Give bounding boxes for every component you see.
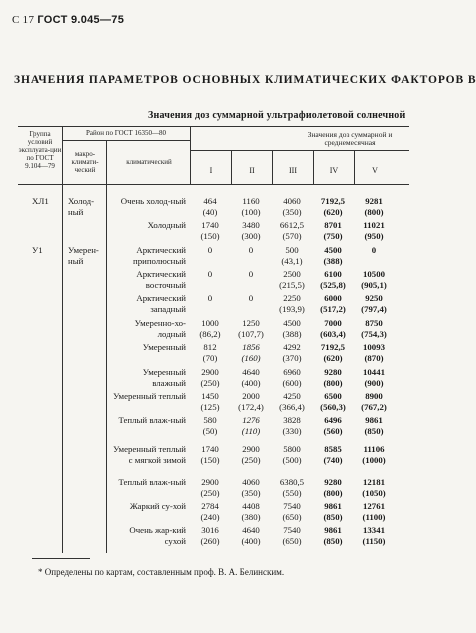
cell-monthly: (1050) <box>362 488 386 498</box>
cell-value: 11021 <box>363 220 385 230</box>
header-col-1: I <box>209 166 213 175</box>
row-climate: Жаркий су-хой <box>129 501 186 511</box>
cell-value: 4640 <box>242 367 260 377</box>
cell-value: 1160 <box>242 196 260 206</box>
cell-value: 12181 <box>363 477 385 487</box>
cell-value: 6100 <box>324 269 342 279</box>
cell-monthly: (250) <box>241 455 261 465</box>
cell-value: 0 <box>207 293 213 303</box>
cell-value: 1856 <box>242 342 260 352</box>
cell-value: 9280 <box>324 477 342 487</box>
page-number: С 17 <box>12 14 35 26</box>
cell-value: 4250 <box>283 391 301 401</box>
cell-monthly: (750) <box>323 231 343 241</box>
cell-monthly: (400) <box>241 378 261 388</box>
cell-value: 4500 <box>283 318 301 328</box>
cell-monthly: (400) <box>241 536 261 546</box>
cell-value: 7192,5 <box>320 342 346 352</box>
cell-value: 4292 <box>283 342 301 352</box>
cell-value: 11106 <box>363 444 385 454</box>
row-climate: Очень холод-ный <box>120 196 186 206</box>
cell-value: 6000 <box>324 293 342 303</box>
col-divider-1 <box>62 126 63 553</box>
table-caption: Значения доз суммарной ультрафиолетовой солнечной <box>148 110 406 121</box>
cell-monthly: (560,3) <box>320 402 346 412</box>
cell-value: 5800 <box>283 444 301 454</box>
header-col-3: III <box>289 166 297 175</box>
col-divider-3 <box>190 126 191 184</box>
cell-monthly: (388) <box>282 329 302 339</box>
header-values: Значения доз суммарной и среднемесячная <box>307 130 393 147</box>
cell-monthly: (300) <box>241 231 261 241</box>
cell-monthly: (215,5) <box>279 280 305 290</box>
cell-monthly: (250) <box>200 488 220 498</box>
cell-monthly: (600) <box>282 378 302 388</box>
cell-value: 812 <box>203 342 217 352</box>
col-divider-2 <box>106 140 107 553</box>
standard-number: ГОСТ 9.045—75 <box>37 14 125 26</box>
cell-value: 6380,5 <box>279 477 305 487</box>
cell-monthly: (366,4) <box>279 402 305 412</box>
cell-monthly: (525,8) <box>320 280 346 290</box>
cell-monthly: (50) <box>202 426 218 436</box>
row-climate: Умеренно-хо-лодный <box>134 318 186 339</box>
cell-monthly: (650) <box>282 512 302 522</box>
cell-value: 9281 <box>365 196 383 206</box>
cell-value: 1740 <box>201 220 219 230</box>
cell-value: 9861 <box>365 415 383 425</box>
region-subheader-rule <box>62 140 190 141</box>
cell-monthly: (797,4) <box>361 304 387 314</box>
cell-value: 7540 <box>283 501 301 511</box>
col-divider-v3 <box>313 150 314 184</box>
cell-monthly: (110) <box>241 426 261 436</box>
header-col-4: IV <box>329 166 339 175</box>
cell-value: 0 <box>248 293 254 303</box>
page-header <box>12 14 124 26</box>
cell-value: 464 <box>203 196 217 206</box>
cell-monthly: (380) <box>241 512 261 522</box>
cell-value: 7000 <box>324 318 342 328</box>
header-climate: климатический <box>126 158 172 166</box>
col-divider-v1 <box>231 150 232 184</box>
row-climate: Умеренный теплый <box>113 391 186 401</box>
footnote: * Определены по картам, составленным проф. В. А. Белинским. <box>38 567 285 577</box>
cell-monthly: (603,4) <box>320 329 346 339</box>
cell-monthly: (850) <box>323 512 343 522</box>
header-region: Район по ГОСТ 16350—80 <box>86 129 166 137</box>
header-macro: макро-климати-ческий <box>71 150 99 174</box>
cell-monthly: (740) <box>323 455 343 465</box>
cell-monthly: (1000) <box>362 455 386 465</box>
cell-monthly: (100) <box>241 207 261 217</box>
cell-value: 6496 <box>324 415 342 425</box>
cell-value: 9861 <box>324 525 342 535</box>
row-climate: Теплый влаж-ный <box>118 415 186 425</box>
cell-value: 10441 <box>363 367 385 377</box>
cell-value: 2900 <box>201 477 219 487</box>
cell-value: 1250 <box>242 318 260 328</box>
cell-value: 10093 <box>363 342 385 352</box>
cell-monthly: (86,2) <box>199 329 221 339</box>
cell-monthly: (260) <box>200 536 220 546</box>
cell-monthly: (500) <box>282 455 302 465</box>
row-climate: Арктический приполюсный <box>133 245 186 266</box>
col-divider-v2 <box>272 150 273 184</box>
cell-value: 0 <box>248 269 254 279</box>
cell-value: 500 <box>285 245 299 255</box>
cell-monthly: (160) <box>241 353 261 363</box>
cell-value: 6612,5 <box>279 220 305 230</box>
row-group: ХЛ1 <box>32 196 49 206</box>
cell-value: 1740 <box>201 444 219 454</box>
cell-monthly: (850) <box>323 536 343 546</box>
cell-value: 0 <box>248 245 254 255</box>
row-climate: Теплый влаж-ный <box>118 477 186 487</box>
cell-monthly: (620) <box>323 353 343 363</box>
cell-value: 9280 <box>324 367 342 377</box>
cell-value: 1276 <box>242 415 260 425</box>
cell-value: 4060 <box>283 196 301 206</box>
row-climate: Умеренный <box>142 342 186 352</box>
cell-monthly: (800) <box>323 378 343 388</box>
cell-value: 580 <box>203 415 217 425</box>
values-subheader-rule <box>190 150 409 151</box>
cell-monthly: (193,9) <box>279 304 305 314</box>
cell-value: 2250 <box>283 293 301 303</box>
cell-monthly: (650) <box>282 536 302 546</box>
cell-value: 7540 <box>283 525 301 535</box>
cell-value: 8585 <box>324 444 342 454</box>
cell-monthly: (1150) <box>362 536 386 546</box>
cell-monthly: (370) <box>282 353 302 363</box>
cell-monthly: (350) <box>241 488 261 498</box>
cell-monthly: (550) <box>282 488 302 498</box>
cell-monthly: (43,1) <box>281 256 303 266</box>
footnote-rule <box>32 558 90 559</box>
row-climate: Холодный <box>147 220 186 230</box>
header-group: Группа условий эксплуата-ции по ГОСТ 9.104—79 <box>18 130 62 170</box>
row-climate: Очень жар-кий сухой <box>129 525 186 546</box>
cell-value: 2900 <box>201 367 219 377</box>
row-climate: Арктический западный <box>136 293 186 314</box>
cell-monthly: (905,1) <box>361 280 387 290</box>
col-divider-v4 <box>354 150 355 184</box>
cell-value: 2000 <box>242 391 260 401</box>
row-climate: Умеренный влажный <box>142 367 186 388</box>
cell-monthly: (800) <box>323 488 343 498</box>
cell-value: 13341 <box>363 525 385 535</box>
cell-monthly: (330) <box>282 426 302 436</box>
cell-value: 3828 <box>283 415 301 425</box>
cell-value: 1000 <box>201 318 219 328</box>
cell-value: 4500 <box>324 245 342 255</box>
cell-value: 12761 <box>363 501 385 511</box>
row-macro: Умерен-ный <box>68 245 99 266</box>
cell-value: 8750 <box>365 318 383 328</box>
cell-monthly: (250) <box>200 378 220 388</box>
cell-monthly: (767,2) <box>361 402 387 412</box>
cell-value: 6500 <box>324 391 342 401</box>
cell-value: 9250 <box>365 293 383 303</box>
cell-monthly: (1100) <box>362 512 386 522</box>
cell-monthly: (125) <box>200 402 220 412</box>
cell-value: 1450 <box>201 391 219 401</box>
table-top-rule <box>18 126 409 127</box>
cell-value: 6960 <box>283 367 301 377</box>
cell-monthly: (800) <box>364 207 384 217</box>
cell-value: 10500 <box>363 269 385 279</box>
cell-value: 4408 <box>242 501 260 511</box>
cell-monthly: (754,3) <box>361 329 387 339</box>
cell-value: 2900 <box>242 444 260 454</box>
cell-value: 3016 <box>201 525 219 535</box>
cell-value: 7192,5 <box>320 196 346 206</box>
cell-monthly: (388) <box>323 256 343 266</box>
cell-value: 0 <box>207 269 213 279</box>
header-bottom-rule <box>18 184 409 185</box>
row-macro: Холод-ный <box>68 196 95 217</box>
cell-value: 8701 <box>324 220 342 230</box>
row-climate: Умеренный теплый с мягкой зимой <box>113 444 186 465</box>
cell-monthly: (70) <box>202 353 218 363</box>
cell-value: 8900 <box>365 391 383 401</box>
header-col-2: II <box>249 166 255 175</box>
cell-monthly: (560) <box>323 426 343 436</box>
cell-monthly: (240) <box>200 512 220 522</box>
cell-value: 4060 <box>242 477 260 487</box>
cell-monthly: (40) <box>202 207 218 217</box>
cell-value: 2500 <box>283 269 301 279</box>
cell-value: 4640 <box>242 525 260 535</box>
cell-monthly: (107,7) <box>238 329 264 339</box>
cell-monthly: (850) <box>364 426 384 436</box>
row-group: У1 <box>32 245 43 255</box>
document-title: ЗНАЧЕНИЯ ПАРАМЕТРОВ ОСНОВНЫХ КЛИМАТИЧЕСКИХ ФАКТОРОВ В <box>14 74 476 86</box>
cell-monthly: (870) <box>364 353 384 363</box>
cell-monthly: (517,2) <box>320 304 346 314</box>
cell-monthly: (900) <box>364 378 384 388</box>
cell-value: 0 <box>371 245 377 255</box>
cell-monthly: (620) <box>323 207 343 217</box>
cell-monthly: (150) <box>200 455 220 465</box>
cell-monthly: (570) <box>282 231 302 241</box>
cell-value: 2784 <box>201 501 219 511</box>
cell-monthly: (950) <box>364 231 384 241</box>
cell-monthly: (150) <box>200 231 220 241</box>
header-col-5: V <box>372 166 378 175</box>
cell-monthly: (172,4) <box>238 402 264 412</box>
cell-value: 0 <box>207 245 213 255</box>
cell-value: 3480 <box>242 220 260 230</box>
cell-value: 9861 <box>324 501 342 511</box>
cell-monthly: (350) <box>282 207 302 217</box>
row-climate: Арктический восточный <box>136 269 186 290</box>
